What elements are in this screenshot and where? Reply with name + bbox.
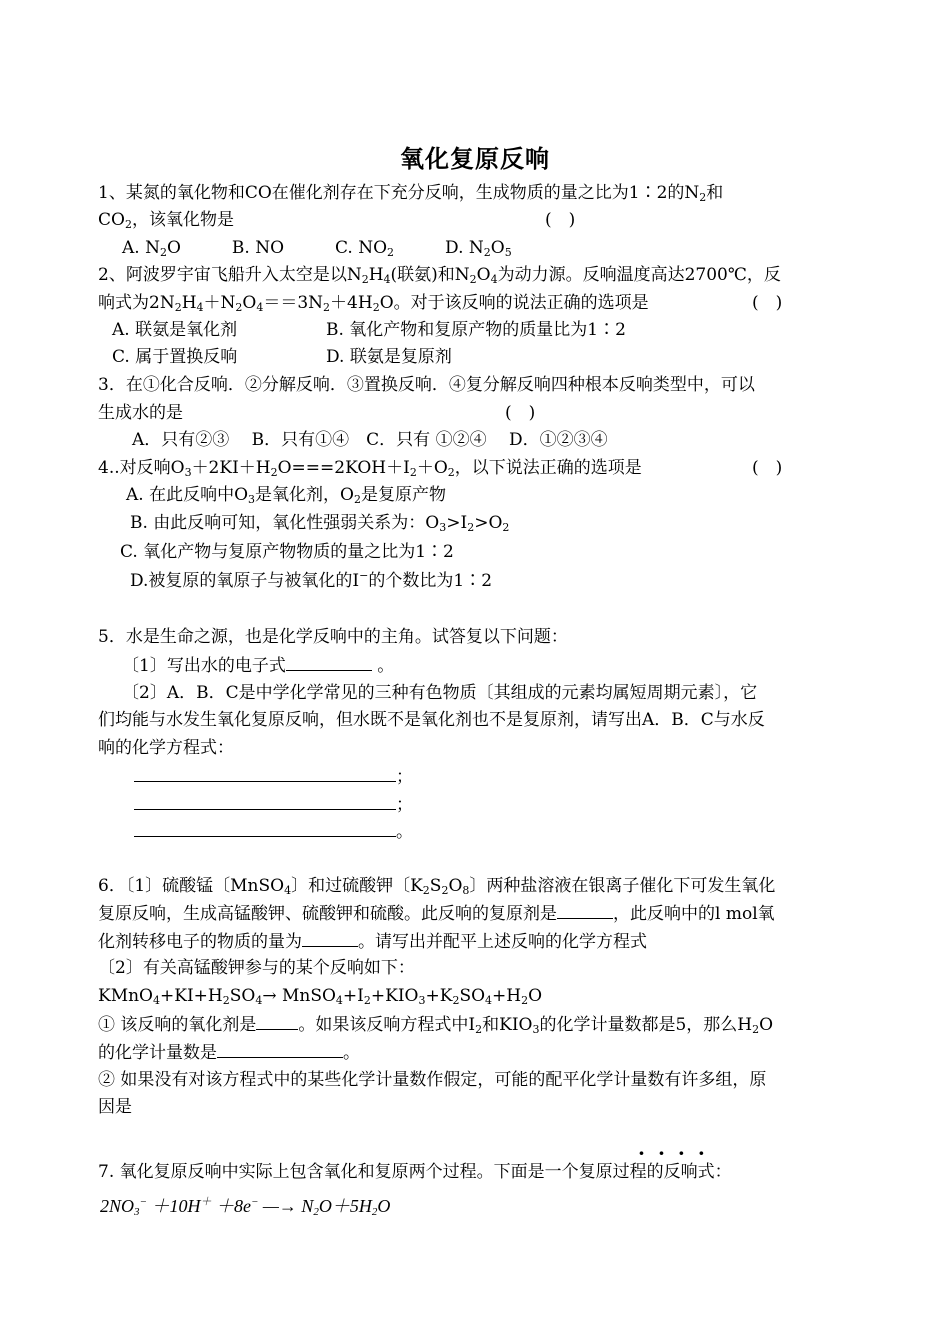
page-title: 氧化复原反响 (400, 145, 550, 173)
electron-mol-blank[interactable] (302, 931, 358, 947)
q4-option-a: A. 在此反响中$O_3$是氧化剂，$O_2$是复原产物 (126, 485, 446, 506)
q5-answer-line-1 (134, 766, 413, 787)
q6-line9: 因是 (98, 1097, 132, 1117)
q5-sub1 (122, 655, 394, 676)
q6-line3 (98, 931, 647, 952)
q7-line1: 7. 氧化复原反响中实际上包含氧化和复原两个过程。下面是一个复原过程的反响式： (98, 1162, 732, 1182)
answer-blank[interactable] (134, 766, 396, 782)
q5-sub2-line3: 响的化学方程式： (98, 738, 234, 758)
q5-sub2-line1: 〔2〕A．B．C是中学化学常见的三种有色物质〔其组成的元素均属短周期元素〕，它 (122, 683, 758, 703)
q2-option-d: D. 联氨是复原剂 (326, 347, 452, 367)
answer-blank[interactable] (134, 794, 396, 810)
answer-end: 。 (396, 822, 413, 842)
q1-line2: $CO_2$，该氧化物是 (98, 210, 234, 231)
q2-option-a: A. 联氨是氧化剂 (112, 320, 238, 340)
q4-option-b: B. 由此反响可知，氧化性强弱关系为：$O_3>I_2>O_2$ (130, 513, 510, 534)
answer-end: ； (396, 767, 413, 787)
q6-line2-text-end: ，此反响中的l mol氧 (613, 904, 775, 924)
q6-line8: ② 如果没有对该方程式中的某些化学计量数作假定，可能的配平化学计量数有许多组，原 (98, 1070, 767, 1090)
q6-line7-end: 。 (343, 1043, 360, 1063)
q6-line1: 6．〔1〕硫酸锰〔MnSO$_4$〕和过硫酸钾〔$K_2S_2O_8$〕两种盐溶液在银离子催化下可发生氧化 (98, 876, 776, 897)
q1-line1: 1、某氮的氧化物和CO在催化剂存在下充分反响，生成物质的量之比为1∶2的$N_2$和 (98, 183, 724, 204)
q2-paren: ( ) (752, 293, 783, 313)
q5-answer-line-2 (134, 794, 413, 815)
q6-line7-text: 的化学计量数是 (98, 1043, 217, 1063)
q5-answer-line-3 (134, 821, 413, 842)
q1-options: A. $N_2O$ B. NO C. $NO_2$ D. $N_2O_5$ (122, 238, 512, 259)
q6-line4: 〔2〕有关高锰酸钾参与的某个反响如下： (98, 958, 415, 978)
q5-line1: 5．水是生命之源，也是化学反响中的主角。试答复以下问题： (98, 627, 568, 647)
q2-option-c: C. 属于置换反响 (112, 347, 238, 367)
q4-line1: 4..对反响$O_3+2KI+H_2O===2KOH+I_2+O_2$，以下说法正确的选项是 (98, 458, 642, 479)
q6-line2 (98, 903, 775, 924)
q1-paren: ( ) (545, 210, 576, 230)
q5-sub1-text: 〔1〕写出水的电子式 (122, 656, 286, 676)
q6-line2-text: 复原反响，生成高锰酸钾、硫酸钾和硫酸。此反响的复原剂是 (98, 904, 557, 924)
answer-blank[interactable] (134, 821, 396, 837)
q3-paren: ( ) (505, 403, 536, 423)
q5-sub2-line2: 们均能与水发生氧化复原反响，但水既不是氧化剂也不是复原剂，请写出A．B．C与水反 (98, 710, 765, 730)
q6-line6: ① 该反响的氧化剂是 。如果该反响方程式中$I_2$和$KIO_3$的化学计量数都是5，那么$H_2O$ (98, 1015, 774, 1036)
reducing-agent-blank[interactable] (557, 903, 613, 919)
q6-line5: $KMnO_4+KI+H_2SO_4\to$ $MnSO_4+I_2+KIO_3+K_2SO_4+H_2O$ (98, 986, 543, 1007)
q2-line1: 2、阿波罗宇宙飞船升入太空是以$N_2H_4$(联氨)和$N_2O_4$为动力源。反响温度高达2700℃，反 (98, 265, 781, 286)
q6-line7 (98, 1042, 360, 1063)
q5-sub1-blank[interactable] (286, 655, 372, 671)
q3-line2: 生成水的是 (98, 403, 183, 423)
q6-line3-text: 化剂转移电子的物质的量为 (98, 932, 302, 952)
q3-options: A．只有②③ B．只有①④ C．只有 ①②④ D．①②③④ (132, 430, 608, 450)
emphasis-dots: ···· (638, 1141, 718, 1165)
q2-line2: 响式为$2N_2H_4+N_2O_4==3N_2+4H_2O$。对于该反响的说法正确的选项是 (98, 293, 649, 314)
oxidant-blank[interactable] (256, 1014, 298, 1030)
q7-equation: $2NO_3^- +10H^+ +8e^-$ —→ $N_2O+5H_2O$ (100, 1196, 391, 1218)
q4-option-c: C. 氧化产物与复原产物物质的量之比为1∶2 (120, 542, 454, 562)
q4-paren: ( ) (752, 458, 783, 478)
q6-line6-text: ① 该反响的氧化剂是 (98, 1015, 257, 1035)
q3-line1: 3．在①化合反响．②分解反响．③置换反响．④复分解反响四种根本反响类型中，可以 (98, 375, 755, 395)
answer-end: ； (396, 795, 413, 815)
q4-option-d: D.被复原的氧原子与被氧化的I−的个数比为1∶2 (130, 569, 493, 591)
q6-line3-text-end: 。请写出并配平上述反响的化学方程式 (358, 932, 647, 952)
q5-sub1-end: 。 (377, 656, 395, 676)
q2-option-b: B. 氧化产物和复原产物的质量比为1∶2 (326, 320, 626, 340)
h2o-coefficient-blank[interactable] (217, 1042, 343, 1058)
